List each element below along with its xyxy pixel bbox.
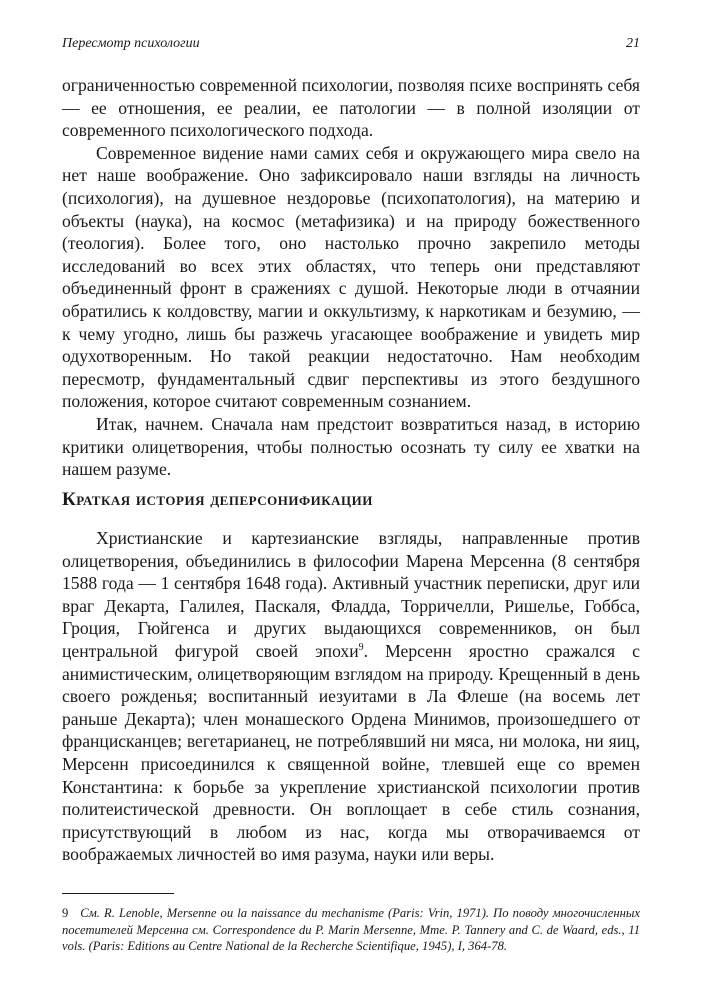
running-title: Пересмотр психологии [62,36,200,51]
paragraph-text-before-note: Христианские и картезианские взгляды, направленные против олицетворения, объединились в философии Марена Мерсенна (8 сентября 1588 года — 1 сентября 1648 года). Активный участник переписки, друг или враг Декарта, Галилея, Паскаля, Фладда, Торричелли, Ришелье, Гоббса, Гроция, Гюйгенса и других выдающихся современников, он был центральной фигурой своей эпохи [62,528,640,661]
footnote-text: См. R. Lenoble, Mersenne ou la naissance du mechanisme (Paris: Vrin, 1971). По поводу многочисленных посетителей Мерсенна см. Correspondence du P. Marin Mersenne, Mme. P. Tannery and C. de Waard, eds., 11 vols. (Paris: Editions au Centre National de la Recherche Scientifique, 1945), I, 364-78. [62,906,640,953]
text-block-section [62,527,640,866]
paragraph: ограниченностью современной психологии, позволяя психе воспринять себя — ее отношения, ее реалии, ее патологии — в полной изоляции от современного психологического подхода. [62,75,640,141]
section-heading: Краткая история деперсонификации [62,489,373,510]
paragraph-text-after-note: . Мерсенн яростно сражался с анимистическим, олицетворяющим взглядом на природу. Крещенный в день своего рожденья; воспитанный иезуитами в Ла Флеше (на восемь лет раньше Декарта); член монашеского Ордена Минимов, произошедшего от францисканцев; вегетарианец, не потреблявший ни мяса, ни молока, ни яиц, Мерсенн присоединился к священной войне, тлевшей еще со времен Константина: к борьбе за укрепление христианской психологии против политеистической древности. Он воплощает в себе стиль сознания, присутствующий в любом из нас, когда мы отворачиваемся от воображаемых личностей во имя разума, науки или веры. [62,640,640,865]
paragraph: Итак, начнем. Сначала нам предстоит возвратиться назад, в историю критики олицетворения, чтобы полностью осознать ту силу ее хватки на нашем разуме. [62,413,640,480]
footnote-reference: 9 [358,642,364,654]
text-block-top [62,74,640,481]
page-number: 21 [626,36,640,51]
footnote-divider [62,893,174,894]
footnote [62,905,640,955]
footnote-number: 9 [62,906,69,920]
paragraph: Современное видение нами самих себя и окружающего мира свело на нет наше воображение. Оно зафиксировало наши взгляды на личность (психология), на душевное нездоровье (психопатология), на материю и объекты (наука), на космос (метафизика) и на природу божественного (теология). Более того, оно настолько прочно закрепило методы исследований во всех этих областях, что теперь они представляют объединенный фронт в сражениях с душой. Некоторые люди в отчаянии обратились к колдовству, магии и оккультизму, к наркотикам и безумию, — к чему угодно, лишь бы разжечь угасающее воображение и увидеть мир одухотворенным. Но такой реакции недостаточно. Нам необходим пересмотр, фундаментальный сдвиг перспективы из этого бездушного положения, которое считают современным сознанием. [62,142,640,412]
paragraph [62,527,640,866]
